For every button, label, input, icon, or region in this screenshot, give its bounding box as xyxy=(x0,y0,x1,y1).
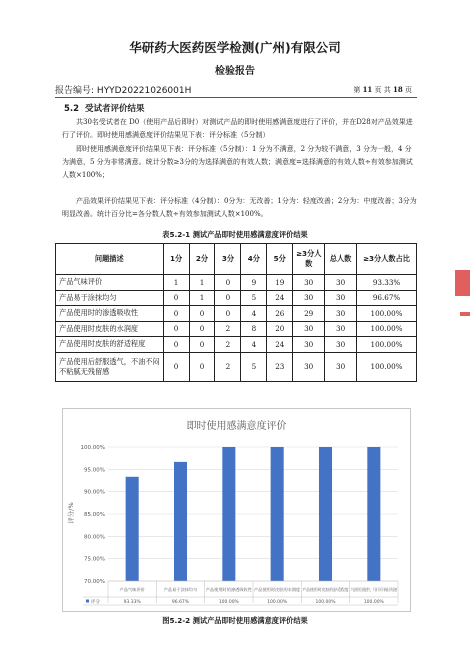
table-cell: 0 xyxy=(215,290,241,306)
table-header-cell: 总人数 xyxy=(325,244,357,275)
figure-caption: 图5.2-2 测试产品即时使用感满意度评价结果 xyxy=(162,616,308,625)
bar xyxy=(367,447,380,581)
table-cell: 23 xyxy=(267,352,293,381)
table-row xyxy=(56,321,417,337)
table-cell: 29 xyxy=(293,306,325,322)
data-value-label: 100.00% xyxy=(267,600,288,605)
table-row xyxy=(56,337,417,353)
table-header-row xyxy=(56,244,417,275)
data-value-label: 96.67% xyxy=(171,600,190,605)
table-cell: 30 xyxy=(325,321,357,337)
paragraph-text: 产品效果评价结果见下表：评分标准（4分制）：0分为：无改善；1分为：轻度改善；2分为：中度改善；3分为明显改善。统计百分比=各分数人数÷有效参加测试人数×100%。 xyxy=(62,197,417,218)
bar xyxy=(174,462,187,581)
table-row xyxy=(56,352,417,381)
table-row xyxy=(56,306,417,322)
table-cell: 96.67% xyxy=(357,290,417,306)
table-cell: 产品气味评价 xyxy=(56,275,164,291)
table-cell: 30 xyxy=(325,275,357,291)
table-header-cell: 1分 xyxy=(163,244,189,275)
y-tick-label: 80.00% xyxy=(84,534,105,541)
legend-swatch xyxy=(86,600,89,603)
x-category-label: 产品使用时的渗透吸收性 xyxy=(205,587,250,592)
table-cell: 19 xyxy=(267,275,293,291)
table-cell: 产品使用时的渗透吸收性 xyxy=(56,306,164,322)
data-value-label: 100.00% xyxy=(363,600,384,605)
table-header-cell: 3分 xyxy=(215,244,241,275)
table-cell: 2 xyxy=(215,352,241,381)
y-tick-label: 75.00% xyxy=(84,556,105,563)
table-cell: 5 xyxy=(241,290,267,306)
table-header-cell: 2分 xyxy=(189,244,215,275)
paragraph-text: 共30名受试者在 D0（使用产品后即时）对测试产品的即时使用感满意度进行了评价，并在D28对产品效果进行了评价。即时使用感满意度评价结果见下表：评分标准（5分制） xyxy=(62,118,413,139)
table-row xyxy=(56,275,417,291)
report-number-label: 报告编号: xyxy=(55,86,95,96)
table-header-cell: 问题描述 xyxy=(56,244,164,275)
x-category-label: 产品使用后舒服透气，不油不闷不粘腻无残留感 xyxy=(350,587,435,592)
table-cell: 0 xyxy=(163,321,189,337)
y-tick-label: 95.00% xyxy=(84,467,105,474)
y-tick-label: 90.00% xyxy=(84,489,105,496)
y-tick-label: 85.00% xyxy=(84,512,105,518)
x-category-label: 产品使用时皮肤的舒适程度 xyxy=(302,587,351,592)
satisfaction-table xyxy=(55,243,417,382)
table-cell: 0 xyxy=(215,306,241,322)
legend-label: 评分 xyxy=(91,600,100,605)
table-cell: 产品易于涂抹均匀 xyxy=(56,290,164,306)
table-cell: 0 xyxy=(163,337,189,353)
table-cell: 93.33% xyxy=(357,275,417,291)
table-cell: 0 xyxy=(163,290,189,306)
table-cell: 100.00% xyxy=(357,337,417,353)
chart-title: 即时使用感满意度评价 xyxy=(186,421,287,432)
table-cell: 2 xyxy=(215,321,241,337)
table-cell: 30 xyxy=(293,337,325,353)
bar xyxy=(319,447,332,581)
table-cell: 0 xyxy=(163,306,189,322)
chart-grid xyxy=(108,447,398,581)
x-category-label: 产品易于涂抹均匀 xyxy=(163,587,196,592)
page-mid: 页 共 xyxy=(374,86,391,94)
table-header-cell: ≥3分人数占比 xyxy=(357,244,417,275)
y-tick-label: 100.00% xyxy=(80,445,105,451)
report-number-value: HYYD20221026001H xyxy=(96,86,192,96)
paragraph-text: 即时使用感满意度评价结果见下表：评分标准（5分制）：1 分为不满意，2 分为较不满意，3 分为一般，4 分为满意，5 分为非常满意。统计分数≥3分的为选择满意的有效人数；满意度=选择满意的有效人数÷有效参加测试人数×100%； xyxy=(62,145,413,179)
chart-data-table xyxy=(83,597,398,605)
table-cell: 30 xyxy=(325,337,357,353)
chart-container xyxy=(62,408,435,612)
section-title: 受试者评价结果 xyxy=(84,104,145,114)
table-cell: 0 xyxy=(189,352,215,381)
x-category-label: 产品使用时皮肤的水润度 xyxy=(254,587,299,592)
page-current: 11 xyxy=(362,85,373,94)
table-cell: 20 xyxy=(267,321,293,337)
table-cell: 4 xyxy=(241,337,267,353)
bar xyxy=(126,477,139,581)
bar xyxy=(222,447,235,581)
table-caption: 表5.2-1 测试产品即时使用感满意度评价结果 xyxy=(162,230,308,239)
table-cell: 30 xyxy=(325,290,357,306)
table-cell: 30 xyxy=(325,306,357,322)
table-cell: 1 xyxy=(189,275,215,291)
report-number xyxy=(55,83,191,96)
table-cell: 24 xyxy=(267,337,293,353)
table-cell: 26 xyxy=(267,306,293,322)
table-header-cell: 5分 xyxy=(267,244,293,275)
page-total: 18 xyxy=(393,85,403,94)
page-info xyxy=(353,85,412,95)
table-cell: 30 xyxy=(325,352,357,381)
stamp-mark xyxy=(460,312,470,316)
table-cell: 2 xyxy=(215,337,241,353)
table-cell: 30 xyxy=(293,290,325,306)
x-category-labels xyxy=(108,581,435,603)
table-cell: 1 xyxy=(163,275,189,291)
table-cell: 0 xyxy=(189,321,215,337)
section-number: 5.2 xyxy=(64,104,80,114)
table-cell: 24 xyxy=(267,290,293,306)
table-cell: 1 xyxy=(189,290,215,306)
table-cell: 100.00% xyxy=(357,352,417,381)
paragraph-effect xyxy=(62,195,417,221)
table-cell: 100.00% xyxy=(357,306,417,322)
table-cell: 30 xyxy=(293,352,325,381)
document-title: 检验报告 xyxy=(215,66,255,77)
header-divider xyxy=(55,97,417,98)
page-prefix: 第 xyxy=(353,86,361,94)
table-header-cell: 4分 xyxy=(241,244,267,275)
table-cell: 9 xyxy=(241,275,267,291)
bar xyxy=(271,447,284,581)
table-cell: 0 xyxy=(189,306,215,322)
table-header-cell: ≥3分人数 xyxy=(293,244,325,275)
table-row xyxy=(56,290,417,306)
table-cell: 产品使用时皮肤的舒适程度 xyxy=(56,337,164,353)
page-suffix: 页 xyxy=(405,86,412,94)
data-value-label: 93.33% xyxy=(123,600,141,605)
y-tick-label: 70.00% xyxy=(84,579,105,585)
paragraph-intro xyxy=(62,116,417,142)
paragraph-criteria xyxy=(62,143,417,182)
table-cell: 100.00% xyxy=(357,321,417,337)
x-category-label: 产品气味评价 xyxy=(119,587,144,592)
y-axis-label: 评分/% xyxy=(67,502,75,524)
company-name: 华研药大医药医学检测(广州)有限公司 xyxy=(129,40,341,55)
section-heading xyxy=(64,102,145,114)
table-cell: 0 xyxy=(215,275,241,291)
y-tick-labels xyxy=(81,445,105,585)
table-cell: 30 xyxy=(293,321,325,337)
table-cell: 5 xyxy=(241,352,267,381)
table-cell: 30 xyxy=(293,275,325,291)
table-cell: 0 xyxy=(163,352,189,381)
table-cell: 4 xyxy=(241,306,267,322)
satisfaction-bar-chart xyxy=(63,409,435,611)
table-cell: 0 xyxy=(189,337,215,353)
data-value-label: 100.00% xyxy=(218,600,239,605)
data-value-label: 100.00% xyxy=(315,600,336,605)
table-cell: 产品使用时皮肤的水润度 xyxy=(56,321,164,337)
stamp-mark xyxy=(455,270,470,296)
table-cell: 8 xyxy=(241,321,267,337)
table-cell: 产品使用后舒服透气，不油不闷不粘腻无残留感 xyxy=(56,352,164,381)
